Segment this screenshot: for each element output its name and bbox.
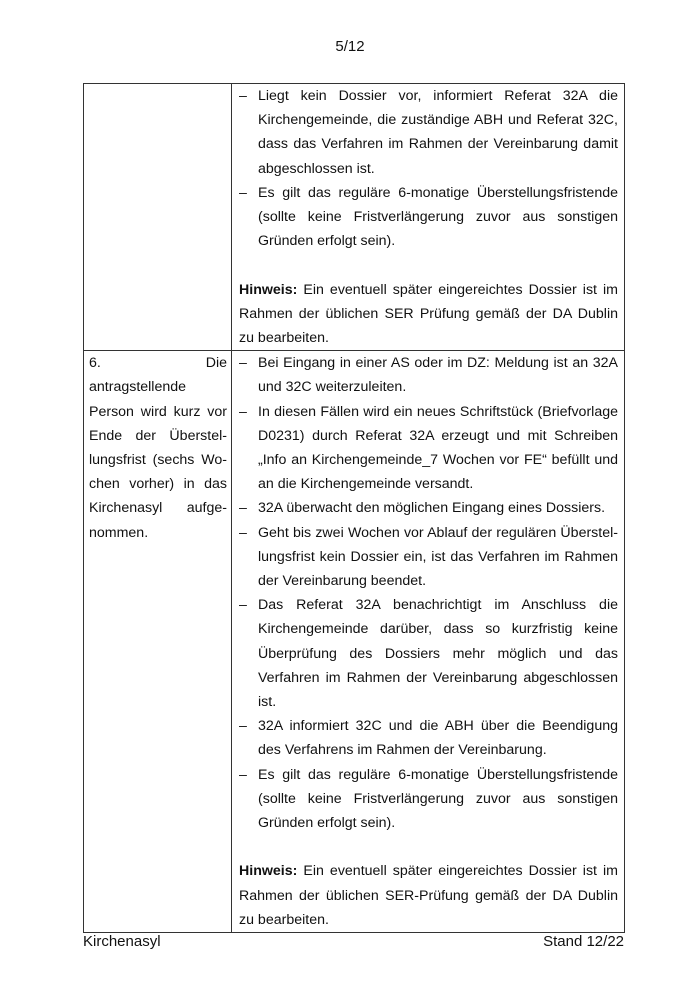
action-list [232, 84, 624, 253]
hint-note [232, 859, 624, 932]
dash-bullet-icon: – [239, 718, 247, 735]
dash-bullet-icon: – [239, 88, 247, 104]
dash-bullet-icon: – [239, 500, 247, 517]
dash-bullet-icon: – [239, 184, 247, 201]
list-item [239, 84, 618, 181]
step-cell [84, 351, 232, 933]
list-item-text: In diesen Fällen wird ein neues Schriftstück (Briefvorlage D0231) durch Referat 32A erzeugt und mit Schreiben „Info an Kirchengemeinde_7 Wochen vor FE“ befüllt und an die Kirchengemeinde versandt. [258, 403, 618, 493]
list-item [239, 714, 618, 762]
footer-version-date: Stand 12/22 [543, 933, 624, 950]
spacer [232, 835, 624, 859]
actions-cell [232, 351, 625, 933]
hint-text: Ein eventuell später eingereichtes Dossier ist im Rahmen der üblichen SER Prüfung gemäß der DA Dublin zu bearbeiten. [239, 281, 618, 347]
dash-bullet-icon: – [239, 766, 247, 783]
dash-bullet-icon: – [239, 597, 247, 614]
list-item-text: Das Referat 32A benachrichtigt im Anschluss die Kirchengemeinde darüber, dass so kurzfristig keine Überprüfung des Dossiers mehr möglich und das Verfahren im Rahmen der Vereinbarung abgeschlossen ist. [258, 597, 618, 711]
step-cell [84, 84, 232, 351]
hint-label: Hinweis: [239, 281, 298, 298]
list-item-text: Liegt kein Dossier vor, informiert Referat 32A die Kirchengemeinde, die zuständige ABH und Referat 32C, dass das Verfahren im Rahmen der Vereinbarung damit abgeschlossen ist. [258, 88, 618, 177]
list-item-text: Geht bis zwei Wochen vor Ablauf der regulären Überstellungsfrist kein Dossier ein, ist das Verfahren im Rahmen der Vereinbarung beendet. [258, 524, 618, 590]
table-row [84, 351, 625, 933]
list-item-text: Es gilt das reguläre 6-monatige Überstellungsfristende (sollte keine Fristverlängerung zuvor aus sonstigen Gründen erfolgt sein). [258, 184, 618, 250]
spacer [232, 253, 624, 277]
list-item-text: 32A überwacht den möglichen Eingang eines Dossiers. [258, 500, 606, 517]
list-item [239, 496, 618, 520]
page-number: 5/12 [335, 38, 365, 55]
list-item [239, 763, 618, 836]
hint-label: Hinweis: [239, 863, 298, 880]
procedure-table [83, 83, 625, 933]
hint-text: Ein eventuell später eingereichtes Dossier ist im Rahmen der üblichen SER-Prüfung gemäß der DA Dublin zu bearbeiten. [239, 863, 618, 928]
list-item [239, 593, 618, 714]
list-item [239, 400, 618, 497]
footer-document-title: Kirchenasyl [83, 933, 161, 950]
list-item [239, 181, 618, 254]
list-item-text: 32A informiert 32C und die ABH über die Beendigung des Verfahrens im Rahmen der Vereinbarung. [258, 718, 618, 759]
step-description: 6. Die antragstellende Person wird kurz vor Ende der Überstellungsfrist (sechs Wochen vorher) in das Kirchenasyl aufgenommen. [89, 355, 227, 541]
list-item-text: Bei Eingang in einer AS oder im DZ: Meldung ist an 32A und 32C weiterzuleiten. [258, 355, 618, 396]
list-item [239, 521, 618, 594]
dash-bullet-icon: – [239, 403, 247, 420]
table-row [84, 84, 625, 351]
action-list [232, 351, 624, 835]
list-item-text: Es gilt das reguläre 6-monatige Überstellungsfristende (sollte keine Fristverlängerung zuvor aus sonstigen Gründen erfolgt sein). [258, 766, 618, 832]
dash-bullet-icon: – [239, 355, 247, 372]
list-item [239, 351, 618, 399]
actions-cell [232, 84, 625, 351]
hint-note [232, 278, 624, 351]
dash-bullet-icon: – [239, 524, 247, 541]
